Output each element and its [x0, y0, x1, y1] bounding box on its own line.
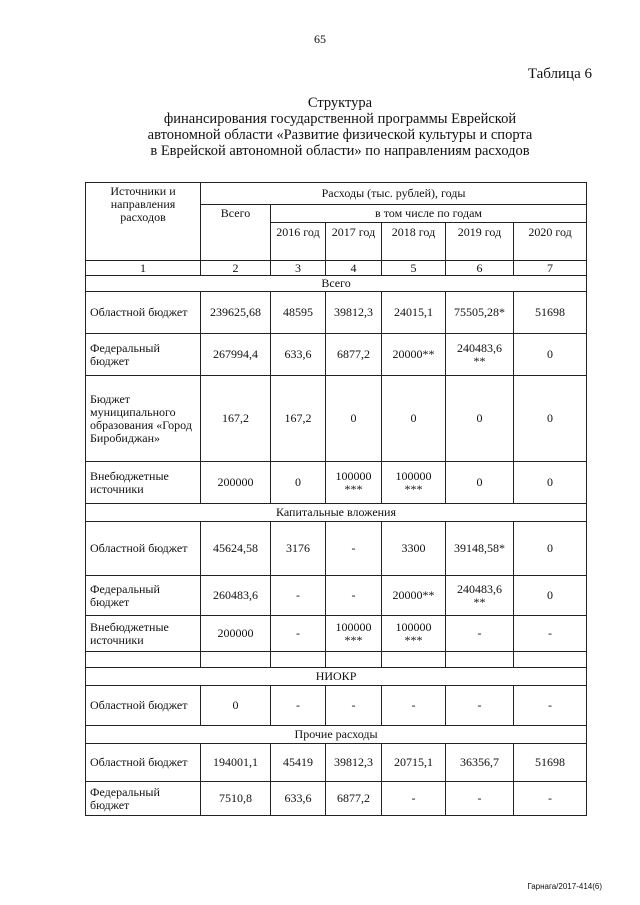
source-cell: Федеральный бюджет	[86, 576, 201, 616]
table-row	[86, 334, 587, 376]
source-cell: Внебюджетные источники	[86, 616, 201, 652]
header-sources: Источники и направления расходов	[86, 183, 201, 261]
value-cell: 48595	[271, 292, 326, 334]
header-year: 2017 год	[326, 223, 382, 261]
empty-cell	[86, 652, 201, 668]
header-by-years: в том числе по годам	[271, 205, 587, 223]
title-line: автономной области «Развитие физической культуры и спорта	[147, 127, 533, 143]
value-cell: 0	[514, 376, 587, 462]
value-cell: -	[326, 522, 382, 576]
table-row	[86, 576, 587, 616]
section-header: Всего	[86, 276, 587, 292]
value-cell: -	[326, 686, 382, 726]
value-cell: 0	[446, 462, 514, 504]
value-cell: 45624,58	[201, 522, 271, 576]
value-cell: 51698	[514, 292, 587, 334]
value-cell: 20000**	[382, 576, 446, 616]
source-cell: Областной бюджет	[86, 744, 201, 782]
footer-code: Гарнага/2017-414(6)	[527, 882, 602, 891]
value-cell: 240483,6 **	[446, 576, 514, 616]
value-cell: 3300	[382, 522, 446, 576]
title-line: в Еврейской автономной области» по направлениям расходов	[150, 143, 530, 159]
value-cell: -	[271, 576, 326, 616]
value-cell: 0	[514, 334, 587, 376]
empty-cell	[326, 652, 382, 668]
value-cell: 194001,1	[201, 744, 271, 782]
column-number: 5	[382, 261, 446, 276]
table-row	[86, 292, 587, 334]
empty-cell	[446, 652, 514, 668]
value-cell: -	[446, 686, 514, 726]
table-row	[86, 376, 587, 462]
table-row	[86, 686, 587, 726]
source-cell: Областной бюджет	[86, 292, 201, 334]
header-year: 2016 год	[271, 223, 326, 261]
value-cell: 0	[514, 576, 587, 616]
value-cell: -	[382, 782, 446, 816]
value-cell: -	[446, 782, 514, 816]
value-cell: 633,6	[271, 782, 326, 816]
empty-cell	[271, 652, 326, 668]
source-cell: Внебюджетные источники	[86, 462, 201, 504]
empty-cell	[201, 652, 271, 668]
value-cell: -	[271, 686, 326, 726]
empty-cell	[514, 652, 587, 668]
column-number: 1	[86, 261, 201, 276]
value-cell: -	[271, 616, 326, 652]
table-label: Таблица 6	[527, 66, 592, 82]
value-cell: 24015,1	[382, 292, 446, 334]
value-cell: 39812,3	[326, 744, 382, 782]
empty-cell	[382, 652, 446, 668]
value-cell: 239625,68	[201, 292, 271, 334]
value-cell: 260483,6	[201, 576, 271, 616]
table-row	[86, 782, 587, 816]
value-cell: 39148,58*	[446, 522, 514, 576]
value-cell: 267994,4	[201, 334, 271, 376]
value-cell: 51698	[514, 744, 587, 782]
table-row	[86, 462, 587, 504]
value-cell: -	[326, 576, 382, 616]
source-cell: Областной бюджет	[86, 686, 201, 726]
value-cell: 167,2	[271, 376, 326, 462]
source-cell: Областной бюджет	[86, 522, 201, 576]
value-cell: 45419	[271, 744, 326, 782]
value-cell: 200000	[201, 616, 271, 652]
value-cell: 100000 ***	[326, 462, 382, 504]
column-number: 6	[446, 261, 514, 276]
header-year: 2020 год	[514, 223, 587, 261]
value-cell: 0	[446, 376, 514, 462]
section-header: Капитальные вложения	[86, 504, 587, 522]
header-expenses: Расходы (тыс. рублей), годы	[201, 183, 587, 205]
value-cell: 0	[271, 462, 326, 504]
column-number: 2	[201, 261, 271, 276]
title-line: финансирования государственной программы Еврейской	[163, 111, 517, 127]
value-cell: 100000 ***	[326, 616, 382, 652]
table-row	[86, 522, 587, 576]
column-number: 4	[326, 261, 382, 276]
value-cell: 0	[326, 376, 382, 462]
value-cell: 0	[382, 376, 446, 462]
value-cell: 20715,1	[382, 744, 446, 782]
value-cell: 75505,28*	[446, 292, 514, 334]
header-total: Всего	[201, 205, 271, 261]
empty-row	[86, 652, 587, 668]
value-cell: 7510,8	[201, 782, 271, 816]
value-cell: 100000 ***	[382, 616, 446, 652]
source-cell: Бюджет муниципального образования «Город Биробиджан»	[86, 376, 201, 462]
value-cell: -	[514, 616, 587, 652]
title-line: Структура	[307, 95, 373, 111]
value-cell: -	[514, 686, 587, 726]
value-cell: -	[382, 686, 446, 726]
value-cell: 36356,7	[446, 744, 514, 782]
value-cell: 6877,2	[326, 334, 382, 376]
value-cell: 39812,3	[326, 292, 382, 334]
value-cell: 100000 ***	[382, 462, 446, 504]
section-header: НИОКР	[86, 668, 587, 686]
value-cell: -	[514, 782, 587, 816]
value-cell: 6877,2	[326, 782, 382, 816]
value-cell: 0	[514, 522, 587, 576]
document-title	[60, 95, 620, 159]
value-cell: -	[446, 616, 514, 652]
table-row	[86, 616, 587, 652]
value-cell: 20000**	[382, 334, 446, 376]
page-number: 65	[314, 32, 326, 46]
value-cell: 633,6	[271, 334, 326, 376]
source-cell: Федеральный бюджет	[86, 334, 201, 376]
source-cell: Федеральный бюджет	[86, 782, 201, 816]
value-cell: 3176	[271, 522, 326, 576]
column-number: 7	[514, 261, 587, 276]
value-cell: 167,2	[201, 376, 271, 462]
section-header: Прочие расходы	[86, 726, 587, 744]
value-cell: 200000	[201, 462, 271, 504]
value-cell: 0	[514, 462, 587, 504]
table-row	[86, 744, 587, 782]
value-cell: 240483,6 **	[446, 334, 514, 376]
financing-table	[85, 182, 587, 816]
header-year: 2018 год	[382, 223, 446, 261]
value-cell: 0	[201, 686, 271, 726]
column-number: 3	[271, 261, 326, 276]
header-year: 2019 год	[446, 223, 514, 261]
